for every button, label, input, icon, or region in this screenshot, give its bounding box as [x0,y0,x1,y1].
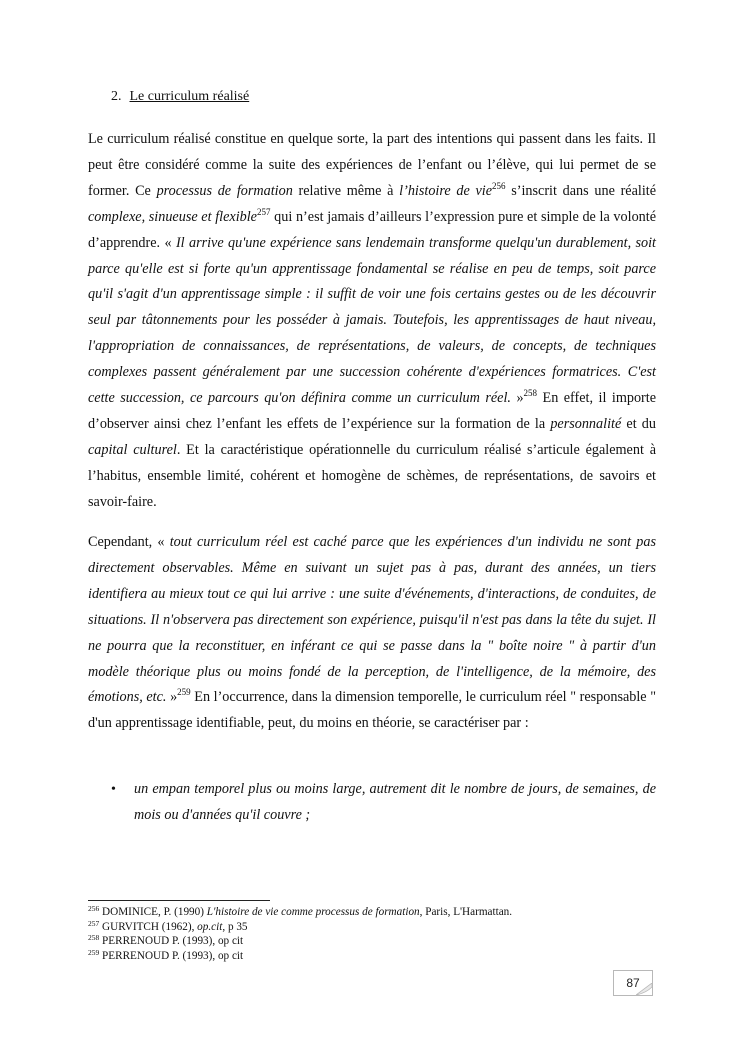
footnotes [88,905,512,963]
p1-quote-close: » [510,390,524,407]
p1-italic-4: personnalité [550,415,622,432]
section-title: Le curriculum réalisé [129,89,250,104]
footnote-text: DOMINICE, P. (1990) [99,906,207,918]
paragraph-hidden-curriculum [88,530,656,737]
p2-text-1: Cependant, « [88,534,170,550]
footnote-text-end: , p 35 [222,920,248,933]
footnote-number: 258 [88,933,100,942]
footnote-258 [88,934,512,949]
p1-text-3: s’inscrit dans une réalité [505,182,657,199]
footnote-ref-258[interactable]: 258 [523,388,538,399]
footnote-text-end: , Paris, L'Harmattan. [419,906,513,918]
p1-text-2: relative même à [292,182,400,199]
bullet-item: un empan temporel plus ou moins large, autrement dit le nombre de jours, de semaines, de mois ou d'années qu'il couvre ; [134,781,656,823]
p1-italic-1: processus de formation [156,182,293,199]
footnote-number: 259 [88,947,100,957]
footnote-ref-257[interactable]: 257 [256,206,271,217]
footnote-text: PERRENOUD P. (1993), op cit [99,949,244,962]
page-number: 87 [613,970,653,996]
p1-italic-2: l’histoire de vie [399,182,493,199]
p2-quote-close: » [166,689,178,706]
p2-text-2: En l’occurrence, dans la dimension temporelle, le curriculum réel " responsable " d'un apprentissage identifiable, peut, du moins en théorie, se caractériser par : [88,689,657,732]
p1-italic-3: complexe, sinueuse et flexible [88,208,257,225]
footnote-257 [88,920,512,935]
footnote-ref-259[interactable]: 259 [177,687,191,698]
footnote-text: PERRENOUD P. (1993), op cit [99,935,244,947]
paragraph-realized-curriculum [88,127,656,516]
p1-text-1: Le curriculum réalisé constitue en quelque sorte, la part des intentions qui passent dans les faits. Il peut être considéré comme la suite des expériences de l’enfant ou l’élève, qui lui permet de se former. Ce [88,131,656,199]
p1-text-4: qui n’est jamais d’ailleurs l’expression pure et simple de la volonté d’apprendre. « [88,208,656,251]
footnote-italic: op.cit [197,920,223,933]
footnote-259 [88,949,512,964]
section-heading [111,88,249,106]
p2-quote: tout curriculum réel est caché parce que les expériences d'un individu ne sont pas directement observables. Même en suivant un sujet pas à pas, durant des années, un tiers identifiera au mieux tout ce qui lui arrive : une suite d'événements, d'interactions, de conduites, de situations. Il n'observera pas directement son expérience, puisqu'il n'est pas dans la tête du sujet. Il ne pourra que la reconstituer, en inférant ce qui se passe dans la " boîte noire " à partir d'un modèle théorique plus ou moins fondé de la perception, de l'intelligence, de la mémoire, des émotions, etc. [88,534,656,706]
footnote-number: 256 [88,904,100,913]
section-number: 2. [111,89,122,104]
page-curl-icon [636,983,652,995]
footnote-separator [88,900,270,901]
footnote-text: GURVITCH (1962), [99,920,198,933]
bullet-icon: • [111,782,116,797]
p1-quote: Il arrive qu'une expérience sans lendemain transforme quelqu'un durablement, soit parce qu'elle est si forte qu'un apprentissage fondamental se réalise en peu de temps, soit parce qu'il s'agit d'un apprentissage simple : il suffit de voir une fois certains gestes ou de les découvrir seul par tâtonnements pour les posséder à jamais. Toutefois, les apprentissages de haut niveau, l'appropriation de connaissances, de représentations, de valeurs, de concepts, de techniques complexes passent généralement par une succession cohérente d'expériences formatrices. C'est cette succession, ce parcours qu'on définira comme un curriculum réel. [88,234,656,407]
p1-text-7: . Et la caractéristique opérationnelle du curriculum réalisé s’articule également à l’habitus, ensemble limité, cohérent et homogène de schèmes, de représentations, de savoirs et savoir-faire. [88,441,656,510]
footnote-number: 257 [88,918,100,928]
p1-italic-5: capital culturel [88,441,177,458]
footnote-italic: L'histoire de vie comme processus de formation [206,906,420,918]
footnote-ref-256[interactable]: 256 [492,180,506,191]
p1-text-6: et du [621,415,656,432]
footnote-256 [88,905,512,920]
p1-text-5: En effet, il importe d’observer ainsi chez l’enfant les effets de l’expérience sur la formation de la [88,390,657,432]
